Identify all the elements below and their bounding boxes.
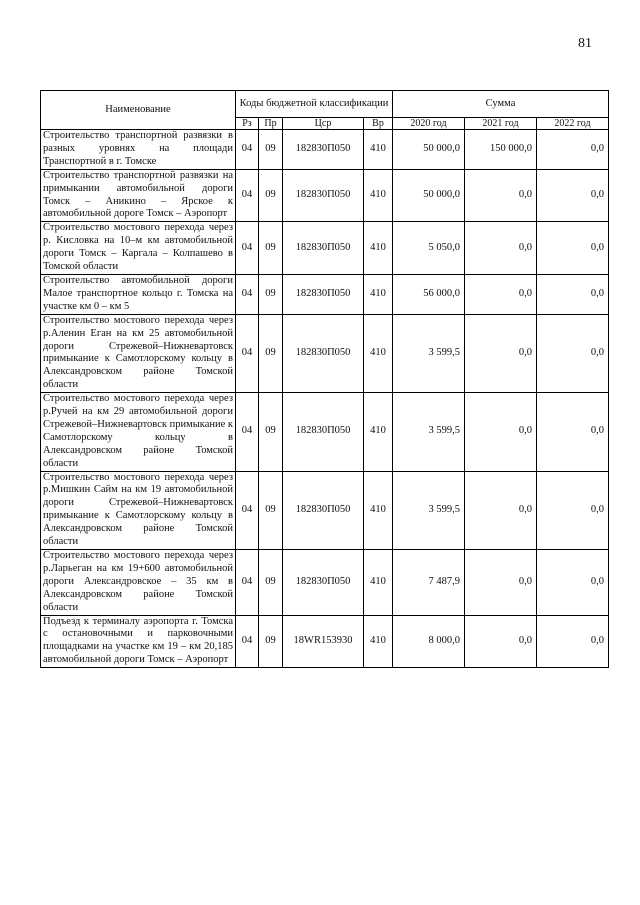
row-vr: 410 — [364, 274, 393, 314]
row-pr: 09 — [259, 169, 283, 222]
row-pr: 09 — [259, 130, 283, 170]
header-pr: Пр — [259, 118, 283, 130]
row-pr: 09 — [259, 550, 283, 616]
row-name: Строительство транспортной развязки на примыкании автомобильной дороги Томск – Аникино – Ярское к автомобильной дороге Томск – Аэропорт — [41, 169, 236, 222]
row-cer: 182830П050 — [283, 314, 364, 392]
row-cer: 18WR153930 — [283, 615, 364, 668]
row-2020: 3 599,5 — [393, 393, 465, 471]
row-2022: 0,0 — [537, 169, 609, 222]
row-2021: 0,0 — [465, 615, 537, 668]
row-2021: 0,0 — [465, 393, 537, 471]
table-row — [41, 615, 609, 668]
header-name: Наименование — [41, 91, 236, 130]
row-2020: 50 000,0 — [393, 130, 465, 170]
row-pr: 09 — [259, 274, 283, 314]
row-cer: 182830П050 — [283, 130, 364, 170]
row-name: Строительство мостового перехода через р.Мишкин Сайм на км 19 автомобильной дороги Стрежевой–Нижневартовск примыкание к Самотлорскому кольцу в Александровском районе Томской области — [41, 471, 236, 549]
row-2021: 0,0 — [465, 274, 537, 314]
row-rz: 04 — [236, 169, 259, 222]
row-2021: 0,0 — [465, 222, 537, 275]
row-2020: 7 487,9 — [393, 550, 465, 616]
row-cer: 182830П050 — [283, 222, 364, 275]
row-rz: 04 — [236, 274, 259, 314]
row-rz: 04 — [236, 222, 259, 275]
row-vr: 410 — [364, 393, 393, 471]
row-2022: 0,0 — [537, 550, 609, 616]
row-name: Строительство автомобильной дороги Малое транспортное кольцо г. Томска на участке км 0 – км 5 — [41, 274, 236, 314]
row-2020: 56 000,0 — [393, 274, 465, 314]
row-2022: 0,0 — [537, 615, 609, 668]
table-header — [41, 91, 609, 130]
table-row — [41, 169, 609, 222]
row-pr: 09 — [259, 393, 283, 471]
row-vr: 410 — [364, 169, 393, 222]
row-rz: 04 — [236, 550, 259, 616]
row-cer: 182830П050 — [283, 471, 364, 549]
header-vr: Вр — [364, 118, 393, 130]
table-row — [41, 130, 609, 170]
row-2022: 0,0 — [537, 130, 609, 170]
table-row — [41, 393, 609, 471]
row-2020: 3 599,5 — [393, 314, 465, 392]
row-rz: 04 — [236, 314, 259, 392]
table-row — [41, 222, 609, 275]
row-rz: 04 — [236, 130, 259, 170]
row-vr: 410 — [364, 130, 393, 170]
table-row — [41, 471, 609, 549]
header-2021: 2021 год — [465, 118, 537, 130]
row-2022: 0,0 — [537, 471, 609, 549]
row-2020: 5 050,0 — [393, 222, 465, 275]
row-2020: 8 000,0 — [393, 615, 465, 668]
row-rz: 04 — [236, 615, 259, 668]
budget-table — [40, 90, 609, 668]
row-2022: 0,0 — [537, 393, 609, 471]
row-pr: 09 — [259, 471, 283, 549]
table-row — [41, 274, 609, 314]
row-2022: 0,0 — [537, 314, 609, 392]
header-2022: 2022 год — [537, 118, 609, 130]
row-cer: 182830П050 — [283, 393, 364, 471]
page-number: 81 — [578, 36, 592, 51]
row-vr: 410 — [364, 314, 393, 392]
row-name: Строительство мостового перехода через р. Кисловка на 10–м км автомобильной дороги Томск – Каргала – Колпашево в Томской области — [41, 222, 236, 275]
row-name: Строительство мостового перехода через р.Ручей на км 29 автомобильной дороги Стрежевой–Нижневартовск примыкание к Самотлорскому кольцу в Александровском районе Томской области — [41, 393, 236, 471]
row-cer: 182830П050 — [283, 169, 364, 222]
header-2020: 2020 год — [393, 118, 465, 130]
table-body — [41, 130, 609, 668]
header-codes: Коды бюджетной классификации — [236, 91, 393, 118]
row-rz: 04 — [236, 393, 259, 471]
row-2021: 0,0 — [465, 169, 537, 222]
row-2020: 3 599,5 — [393, 471, 465, 549]
row-vr: 410 — [364, 222, 393, 275]
row-2021: 0,0 — [465, 550, 537, 616]
table-row — [41, 314, 609, 392]
row-cer: 182830П050 — [283, 550, 364, 616]
row-pr: 09 — [259, 314, 283, 392]
row-cer: 182830П050 — [283, 274, 364, 314]
row-2021: 0,0 — [465, 471, 537, 549]
header-sum: Сумма — [393, 91, 609, 118]
table-row — [41, 550, 609, 616]
row-pr: 09 — [259, 615, 283, 668]
row-vr: 410 — [364, 615, 393, 668]
header-cer: Цср — [283, 118, 364, 130]
row-2021: 150 000,0 — [465, 130, 537, 170]
row-2021: 0,0 — [465, 314, 537, 392]
row-vr: 410 — [364, 471, 393, 549]
row-2020: 50 000,0 — [393, 169, 465, 222]
row-name: Строительство мостового перехода через р.Аленин Еган на км 25 автомобильной дороги Стрежевой–Нижневартовск примыкание к Самотлорскому кольцу в Александровском районе Томской области — [41, 314, 236, 392]
row-2022: 0,0 — [537, 274, 609, 314]
row-vr: 410 — [364, 550, 393, 616]
row-rz: 04 — [236, 471, 259, 549]
header-rz: Рз — [236, 118, 259, 130]
row-name: Подъезд к терминалу аэропорта г. Томска с остановочными и парковочными площадками на участке км 19 – км 20,185 автомобильной дороги Томск – Аэропорт — [41, 615, 236, 668]
row-name: Строительство мостового перехода через р.Ларьеган на км 19+600 автомобильной дороги Александровское – 35 км в Александровском районе Томской области — [41, 550, 236, 616]
row-pr: 09 — [259, 222, 283, 275]
row-2022: 0,0 — [537, 222, 609, 275]
row-name: Строительство транспортной развязки в разных уровнях на площади Транспортной в г. Томске — [41, 130, 236, 170]
